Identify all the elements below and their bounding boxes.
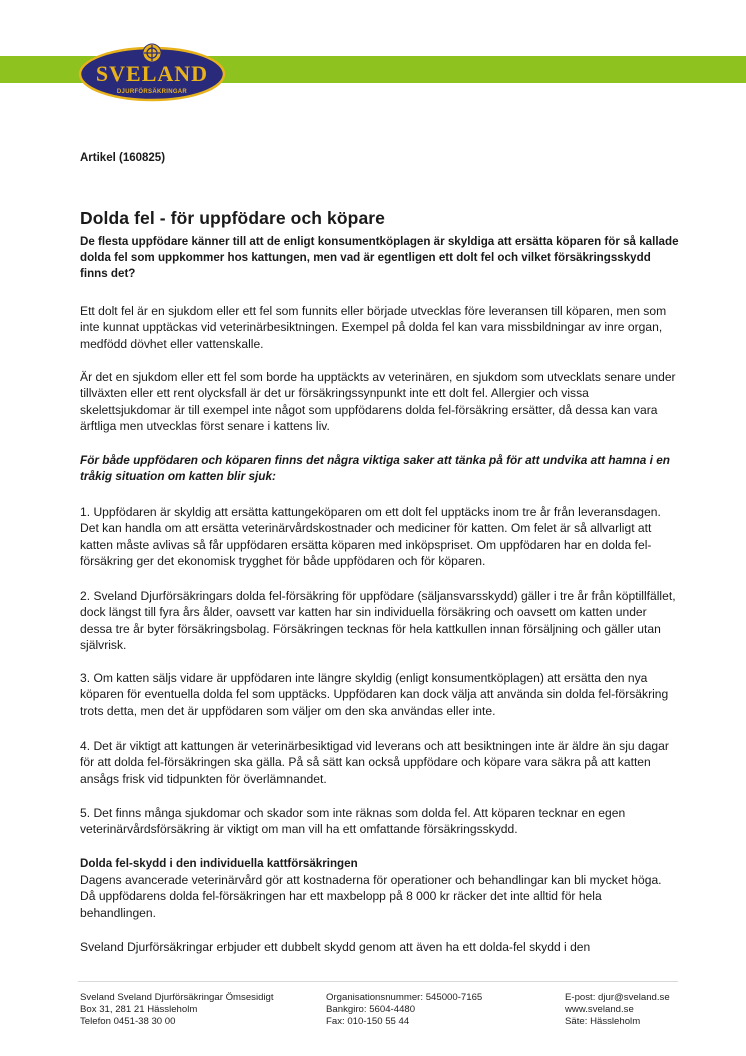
list-item-3: 3. Om katten säljs vidare är uppfödaren inte längre skyldig (enligt konsumentköplagen) att ersätta den nya köparen för eventuella dolda fel som upptäcks. Uppfödaren kan dock välja att använda sin dolda fel-försäkring trots detta, men det är uppfödaren som väljer om den ska användas eller inte.: [80, 671, 669, 718]
footer-contact: [565, 992, 670, 1029]
page-title: Dolda fel - för uppfödare och köpare: [80, 208, 386, 228]
sveland-logo: [78, 40, 226, 102]
footer-seat: Säte: Hässleholm: [565, 1016, 641, 1028]
body-paragraph-4: Sveland Djurförsäkringar erbjuder ett dubbelt skydd genom att även ha ett dolda-fel skydd i den: [80, 940, 591, 954]
lead-paragraph: De flesta uppfödare känner till att de enligt konsumentköplagen är skyldiga att ersätta köparen för så kallade dolda fel som uppkommer hos kattungen, men vad är egentligen ett dolt fel och vilket försäkringsskydd finns det?: [80, 235, 679, 280]
svg-text:DJURFÖRSÄKRINGAR: DJURFÖRSÄKRINGAR: [116, 89, 188, 95]
list-item-2: 2. Sveland Djurförsäkringars dolda fel-försäkring för uppfödare (säljansvarsskydd) gäller i tre år från köptillfället, dock längst till fyra års ålder, oavsett var katten har sin individuella försäkring och oavsett om katten under dessa tre år byter försäkringsbolag. Försäkringen tecknas för hela kattkullen innan försäljning och gäller utan självrisk.: [80, 589, 676, 652]
footer-orgnr: Organisationsnummer: 545000-7165: [326, 992, 483, 1003]
body-paragraph-3: Dagens avancerade veterinärvård gör att kostnaderna för operationer och behandlingar kan bli mycket höga. Då uppfödarens dolda fel-försäkringen har ett maxbelopp på 8 000 kr räcker det inte alltid för hela behandlingen.: [80, 873, 662, 920]
intro-list-paragraph: För både uppfödaren och köparen finns det några viktiga saker att tänka på för att undvika att hamna i en tråkig situation om katten blir sjuk:: [80, 453, 670, 484]
footer-email[interactable]: E-post: djur@sveland.se: [565, 992, 670, 1003]
footer-company: Sveland Sveland Djurförsäkringar Ömsesidigt: [80, 992, 274, 1003]
article-tag: Artikel (160825): [80, 152, 166, 164]
footer-divider: [78, 981, 678, 982]
list-item-5: 5. Det finns många sjukdomar och skador som inte räknas som dolda fel. Att köparen tecknar en egen veterinärvårdsförsäkring är viktigt om man vill ha ett omfattande försäkringsskydd.: [80, 806, 626, 837]
list-item-1: 1. Uppfödaren är skyldig att ersätta kattungeköparen om ett dolt fel upptäcks inom tre år från leveransdagen. Det kan handla om att ersätta veterinärvårdskostnader och mediciner för katten. Om felet är så allvarligt att katten måste avlivas så får uppfödaren ersätta köparen med inköpspriset. Om uppfödaren har en dolda fel-försäkring ger det ekonomisk trygghet för både uppfödaren och för köparen.: [80, 505, 661, 568]
crest-icon: [143, 44, 161, 62]
footer-address: [80, 992, 274, 1029]
footer-bankgiro: Bankgiro: 5604-4480: [326, 1004, 416, 1016]
footer-registration: [326, 992, 482, 1029]
list-item-4: 4. Det är viktigt att kattungen är veterinärbesiktigad vid leverans och att besiktningen inte är äldre än sju dagar för att dolda fel-försäkringen ska gälla. På så sätt kan också uppfödare och köpare vara säkra på att katten ansågs frisk vid tidpunkten för överlämnandet.: [80, 739, 669, 786]
footer-phone: Telefon 0451-38 30 00: [80, 1016, 176, 1028]
footer-fax: Fax: 010-150 55 44: [326, 1016, 410, 1028]
svg-text:SVELAND: SVELAND: [95, 61, 209, 86]
section-subheading: Dolda fel-skydd i den individuella kattförsäkringen: [80, 857, 358, 870]
body-paragraph-1: Ett dolt fel är en sjukdom eller ett fel som funnits eller började utvecklas före leveransen till köparen, men som inte kunnat upptäckas vid veterinärbesiktningen. Exempel på dolda fel kan vara missbildningar av inre organ, medfödd dövhet eller vattenskalle.: [80, 304, 667, 351]
footer-website[interactable]: www.sveland.se: [565, 1004, 634, 1016]
footer-box: Box 31, 281 21 Hässleholm: [80, 1004, 198, 1016]
body-paragraph-2: Är det en sjukdom eller ett fel som borde ha upptäckts av veterinären, en sjukdom som utvecklats senare under tillväxten eller ett rent olycksfall är det ur försäkringssynpunkt inte ett dolt fel. Allergier och vissa skelettsjukdomar är till exempel inte något som uppfödarens dolda fel-försäkring ersätter, då dessa kan vara ärftliga men utvecklas först senare i kattens liv.: [80, 370, 676, 433]
